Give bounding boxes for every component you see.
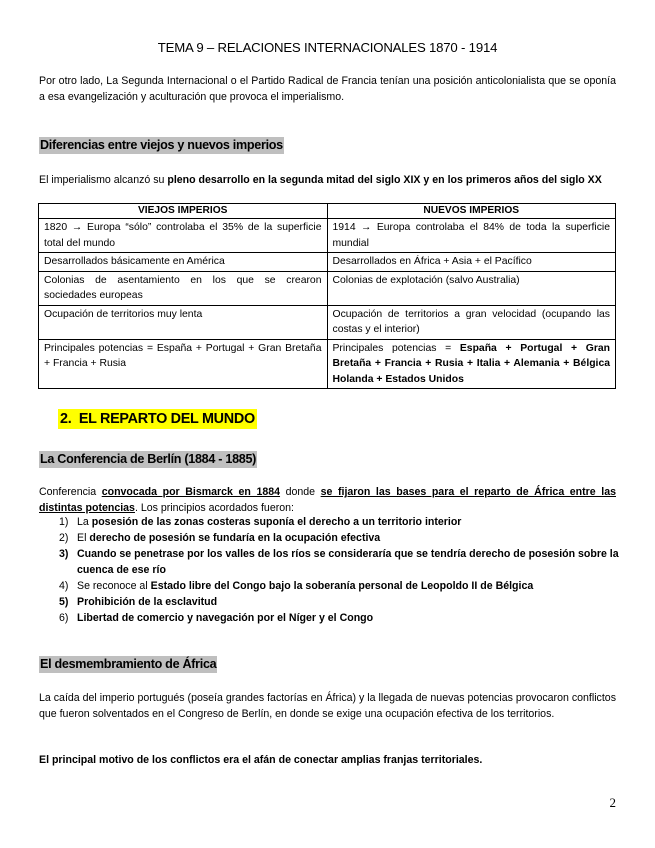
- list-item: [39, 530, 619, 546]
- table-header-row: [39, 204, 616, 219]
- document-title: TEMA 9 – RELACIONES INTERNACIONALES 1870 - 1914: [157, 40, 498, 55]
- list-number: 3): [59, 548, 69, 560]
- table-cell: Colonias de asentamiento en los que se crearon sociedades europeas: [39, 271, 328, 305]
- table-row: [39, 305, 616, 339]
- list-item: [39, 578, 619, 594]
- heading-text: Diferencias entre viejos y nuevos imperios: [40, 138, 283, 152]
- list-number: 2): [59, 532, 69, 544]
- table-cell: [327, 339, 616, 389]
- comparison-table: [38, 203, 616, 389]
- header-nuevos: NUEVOS IMPERIOS: [327, 204, 616, 219]
- table-cell: Desarrollados en África + Asia + el Pacífico: [327, 253, 616, 272]
- africa-paragraph: La caída del imperio portugués (poseía grandes factorías en África) y la llegada de nuevas potencias provocaron conflictos que fueron solventados en el Congreso de Berlín, en donde se exige una ocupación efectiva de los territorios.: [39, 692, 616, 720]
- text-bold: Libertad de comercio y navegación por el Níger y el Congo: [77, 612, 374, 624]
- text-normal: . Los principios acordados fueron:: [134, 502, 294, 514]
- text-normal: El: [77, 532, 90, 544]
- section-heading-diferencias: [39, 137, 616, 154]
- text-normal: donde: [280, 486, 321, 498]
- table-row: [39, 271, 616, 305]
- table-cell: 1914 → Europa controlaba el 84% de toda la superficie mundial: [327, 219, 616, 253]
- text-bold: pleno desarrollo en la segunda mitad del siglo XIX y en los primeros años del siglo XX: [167, 174, 602, 186]
- list-item: [39, 514, 619, 530]
- text-normal: Principales potencias =: [332, 342, 460, 354]
- section-number: 2.: [60, 411, 72, 427]
- principles-list: [39, 514, 619, 626]
- text-bold: Estado libre del Congo bajo la soberanía personal de Leopoldo II de Bélgica: [150, 580, 534, 592]
- list-item: [39, 546, 619, 578]
- heading-text: El desmembramiento de África: [40, 657, 217, 671]
- table-cell: Colonias de explotación (salvo Australia): [327, 271, 616, 305]
- section-heading-berlin: [39, 451, 616, 468]
- list-number: 4): [59, 580, 69, 592]
- header-viejos: VIEJOS IMPERIOS: [39, 204, 328, 219]
- text-bold-underline: convocada por Bismarck en 1884: [101, 486, 281, 498]
- imperialismo-paragraph: [39, 172, 616, 188]
- page-number: 2: [609, 795, 616, 810]
- list-item: [39, 594, 619, 610]
- text-bold: derecho de posesión se fundaría en la ocupación efectiva: [89, 532, 381, 544]
- berlin-paragraph: [39, 484, 616, 516]
- text-bold: Cuando se penetrase por los valles de los ríos se consideraría que se tendría derecho de posesión sobre la cuenca de ese río: [77, 548, 619, 576]
- text-normal: Conferencia: [39, 486, 102, 498]
- table-row: [39, 339, 616, 389]
- list-number: 5): [59, 596, 69, 608]
- table-cell: Desarrollados básicamente en América: [39, 253, 328, 272]
- text-bold-underline: se fijaron las bases para el reparto de África entre las distintas potencias: [39, 486, 616, 514]
- section-heading-africa: [39, 656, 616, 673]
- intro-paragraph: Por otro lado, La Segunda Internacional o el Partido Radical de Francia tenían una posición anticolonialista que se oponía a esa evangelización y aculturación que provoca el imperialismo.: [39, 75, 616, 103]
- list-item: [39, 610, 619, 626]
- text-normal: Se reconoce al: [77, 580, 151, 592]
- section-heading-reparto: [58, 411, 618, 428]
- text-bold: posesión de las zonas costeras suponía el derecho a un territorio interior: [91, 516, 462, 528]
- table-cell: Principales potencias = España + Portugal + Gran Bretaña + Francia + Rusia: [39, 339, 328, 389]
- table-row: [39, 253, 616, 272]
- text-bold: España + Portugal + Gran Bretaña + Francia + Rusia + Italia + Alemania + Bélgica Holanda + Estados Unidos: [332, 342, 610, 385]
- africa-bold-line: El principal motivo de los conflictos era el afán de conectar amplias franjas territoriales.: [39, 754, 483, 766]
- text-bold: Prohibición de la esclavitud: [77, 596, 218, 608]
- text-normal: La: [77, 516, 92, 528]
- list-number: 6): [59, 612, 69, 624]
- table-cell: Ocupación de territorios a gran velocidad (ocupando las costas y el interior): [327, 305, 616, 339]
- table-cell: 1820 → Europa “sólo” controlaba el 35% de la superficie total del mundo: [39, 219, 328, 253]
- heading-text: La Conferencia de Berlín (1884 - 1885): [40, 452, 257, 466]
- table-cell: Ocupación de territorios muy lenta: [39, 305, 328, 339]
- section-title: EL REPARTO DEL MUNDO: [78, 411, 255, 427]
- list-number: 1): [59, 516, 69, 528]
- section-number-and-title: [58, 409, 257, 429]
- table-row: [39, 219, 616, 253]
- text-normal: El imperialismo alcanzó su: [39, 174, 168, 186]
